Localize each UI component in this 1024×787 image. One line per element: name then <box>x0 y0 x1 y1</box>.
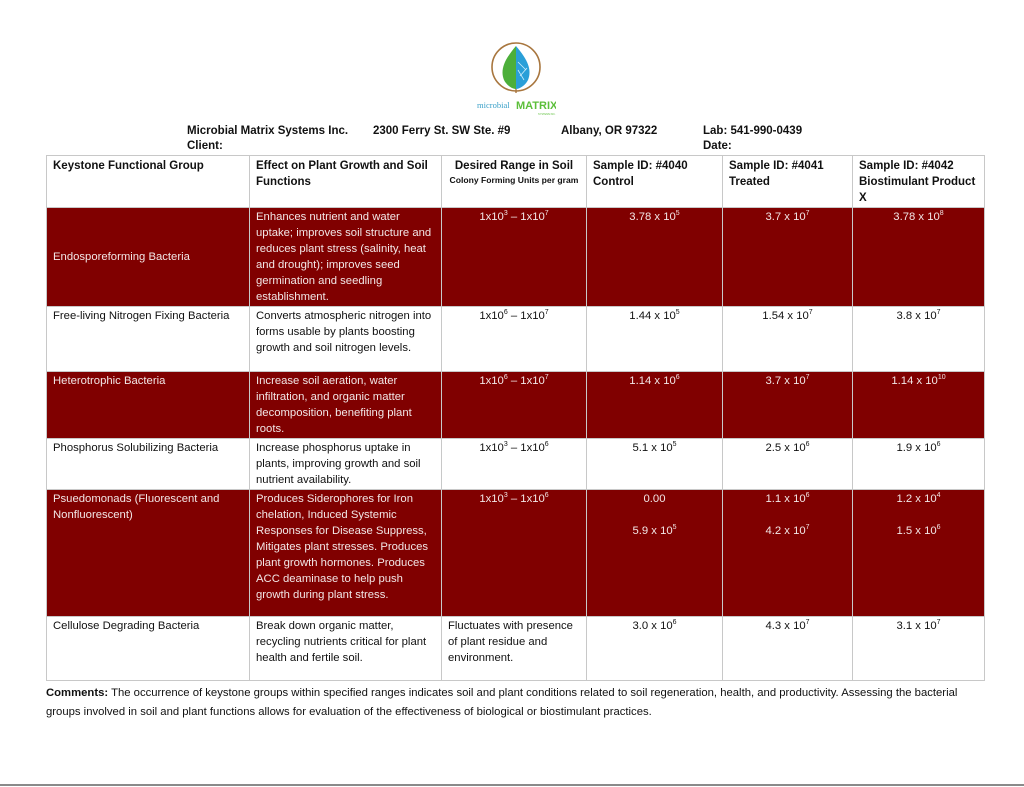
effect-cell: Enhances nutrient and water uptake; improves soil structure and reduces plant stress (salinity, heat and drought); improves seed germination and seedling establishment. <box>250 208 442 307</box>
control-value: 0.00 5.9 x $10^5$ <box>587 490 723 617</box>
col-header-group <box>47 156 250 208</box>
sample-id-4040: Sample ID: #4040 <box>593 160 688 172</box>
table-header-row <box>47 156 985 208</box>
table-row <box>47 372 985 439</box>
product-value: 3.78 x $10^8$ <box>853 208 985 307</box>
product-value: 1.9 x $10^6$ <box>853 439 985 490</box>
treated-value: 2.5 x $10^6$ <box>723 439 853 490</box>
col-header-range <box>442 156 587 208</box>
col-header-range-sub: Colony Forming Units per gram <box>449 175 579 185</box>
company-address: 2300 Ferry St. SW Ste. #9 <box>373 125 511 137</box>
lab-phone: Lab: 541-990-0439 <box>703 125 803 137</box>
effect-cell: Converts atmospheric nitrogen into forms usable by plants boosting growth and soil nitrogen levels. <box>250 307 442 372</box>
group-cell: Psuedomonads (Fluorescent and Nonfluorescent) <box>47 490 250 617</box>
comments-text: The occurrence of keystone groups within specified ranges indicates soil and plant conditions related to soil regeneration, health, and productivity. Assessing the bacterial groups involved in soil and plant functions allows for evaluation of the effectiveness of biological or biostimulant practices. <box>46 687 958 718</box>
effect-cell: Increase soil aeration, water infiltration, and organic matter decomposition, benefiting plant roots. <box>250 372 442 439</box>
date-label: Date: <box>703 140 732 152</box>
sample-name-4040: Control <box>593 176 634 188</box>
range-cell: $1x10^3 - 1x10^7$ <box>442 208 587 307</box>
company-logo <box>476 40 556 120</box>
table-row <box>47 208 985 307</box>
control-value: 1.44 x $10^5$ <box>587 307 723 372</box>
control-value: 3.78 x $10^5$ <box>587 208 723 307</box>
col-header-effect-label: Effect on Plant Growth and Soil Functions <box>256 160 428 188</box>
range-cell: $1x10^6 - 1x10^7$ <box>442 307 587 372</box>
logo-brand-right: MATRIX <box>516 100 556 112</box>
results-table <box>46 155 985 681</box>
group-cell: Free-living Nitrogen Fixing Bacteria <box>47 307 250 372</box>
table-row <box>47 307 985 372</box>
effect-cell: Produces Siderophores for Iron chelation, Induced Systemic Responses for Disease Suppress, Mitigates plant stresses. Produces plant growth hormones. Produces ACC deaminase to help push growth during plant stress. <box>250 490 442 617</box>
company-name: Microbial Matrix Systems Inc. <box>187 125 349 137</box>
control-value: 3.0 x $10^6$ <box>587 617 723 681</box>
treated-value: 3.7 x $10^7$ <box>723 372 853 439</box>
logo-tagline: SYSTEMS INC. <box>538 113 556 116</box>
range-cell: $1x10^3 - 1x10^6$ <box>442 490 587 617</box>
sample-id-4041: Sample ID: #4041 <box>729 160 824 172</box>
sample-id-4042: Sample ID: #4042 <box>859 160 954 172</box>
client-label: Client: <box>187 140 223 152</box>
control-value: 1.14 x $10^6$ <box>587 372 723 439</box>
table-row <box>47 490 985 617</box>
logo-brand-left: microbial <box>477 100 510 110</box>
company-city: Albany, OR 97322 <box>561 125 658 137</box>
range-cell: $1x10^6 - 1x10^7$ <box>442 372 587 439</box>
treated-value: 3.7 x $10^7$ <box>723 208 853 307</box>
col-header-group-label: Keystone Functional Group <box>53 160 204 172</box>
treated-value: 1.54 x $10^7$ <box>723 307 853 372</box>
table-row <box>47 439 985 490</box>
group-cell: Heterotrophic Bacteria <box>47 372 250 439</box>
group-cell: Endosporeforming Bacteria <box>47 208 250 307</box>
effect-cell: Increase phosphorus uptake in plants, improving growth and soil nutrient availability. <box>250 439 442 490</box>
range-cell: $1x10^3 - 1x10^6$ <box>442 439 587 490</box>
leaf-drop-logo-icon <box>476 40 556 120</box>
sample-name-4041: Treated <box>729 176 770 188</box>
page-bottom-divider <box>0 784 1024 786</box>
col-header-4041 <box>723 156 853 208</box>
range-cell: Fluctuates with presence of plant residue and environment. <box>442 617 587 681</box>
control-value: 5.1 x $10^5$ <box>587 439 723 490</box>
table-row <box>47 617 985 681</box>
col-header-4042 <box>853 156 985 208</box>
product-value: 1.2 x $10^4$ 1.5 x $10^6$ <box>853 490 985 617</box>
group-cell: Phosphorus Solubilizing Bacteria <box>47 439 250 490</box>
treated-value: 1.1 x $10^6$ 4.2 x $10^7$ <box>723 490 853 617</box>
col-header-4040 <box>587 156 723 208</box>
group-cell: Cellulose Degrading Bacteria <box>47 617 250 681</box>
product-value: 1.14 x $10^{10}$ <box>853 372 985 439</box>
comments-label: Comments: <box>46 687 109 699</box>
treated-value: 4.3 x $10^7$ <box>723 617 853 681</box>
product-value: 3.8 x $10^7$ <box>853 307 985 372</box>
effect-cell: Break down organic matter, recycling nutrients critical for plant health and fertile soil. <box>250 617 442 681</box>
col-header-range-label: Desired Range in Soil <box>454 160 574 172</box>
col-header-effect <box>250 156 442 208</box>
comments-section <box>46 684 966 722</box>
product-value: 3.1 x $10^7$ <box>853 617 985 681</box>
sample-name-4042: Biostimulant Product X <box>859 176 976 204</box>
